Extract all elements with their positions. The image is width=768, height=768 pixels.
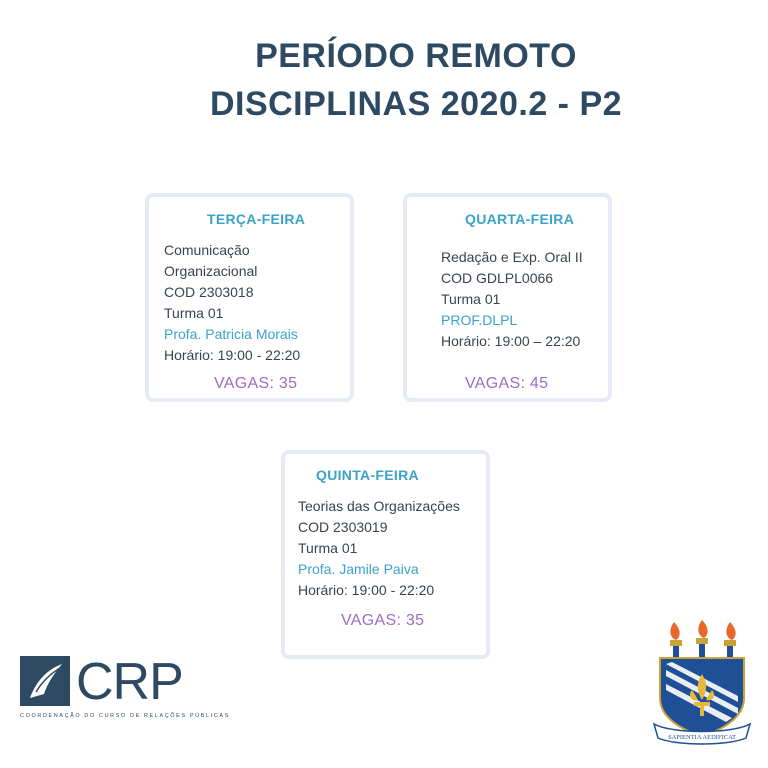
course-class: Turma 01 (298, 540, 358, 556)
course-name-line: Organizacional (164, 263, 258, 279)
crp-tagline: COORDENAÇÃO DO CURSO DE RELAÇÕES PÚBLICAS (20, 713, 230, 719)
card-vagas: VAGAS: 35 (341, 612, 425, 629)
course-card-quinta (281, 450, 490, 659)
page-title-line1: PERÍODO REMOTO (255, 37, 577, 75)
seal-motto: SAPIENTIA AEDIFICAT (667, 734, 737, 741)
ufpb-seal-icon (652, 618, 752, 746)
course-professor: Profa. Jamile Paiva (298, 561, 419, 577)
course-schedule: Horário: 19:00 - 22:20 (164, 347, 301, 363)
crp-logo (20, 652, 200, 722)
torch-icon (670, 622, 682, 660)
card-body (298, 496, 460, 601)
course-card-quarta (403, 193, 612, 402)
course-class: Turma 01 (441, 291, 501, 307)
torch-icon (724, 622, 736, 660)
course-code: COD 2303018 (164, 284, 254, 300)
course-name-line: Redação e Exp. Oral II (441, 249, 583, 265)
crp-logo-text: CRP (76, 653, 183, 711)
course-card-terca (145, 193, 354, 402)
course-code: COD GDLPL0066 (441, 270, 554, 286)
card-body (441, 247, 583, 352)
course-professor: Profa. Patricia Morais (164, 326, 298, 342)
course-schedule: Horário: 19:00 - 22:20 (298, 582, 435, 598)
page-title-line2: DISCIPLINAS 2020.2 - P2 (209, 85, 623, 123)
card-vagas: VAGAS: 35 (214, 375, 298, 392)
card-day: TERÇA-FEIRA (207, 211, 306, 227)
course-code: COD 2303019 (298, 519, 388, 535)
card-body (164, 240, 300, 366)
course-class: Turma 01 (164, 305, 224, 321)
course-name-line: Comunicação (164, 242, 250, 258)
course-name-line: Teorias das Organizações (298, 498, 460, 514)
course-schedule: Horário: 19:00 – 22:20 (441, 333, 581, 349)
course-professor: PROF.DLPL (441, 312, 518, 328)
card-day: QUINTA-FEIRA (316, 467, 419, 483)
card-vagas: VAGAS: 45 (465, 375, 549, 392)
torch-icon (696, 620, 708, 660)
card-day: QUARTA-FEIRA (465, 211, 575, 227)
